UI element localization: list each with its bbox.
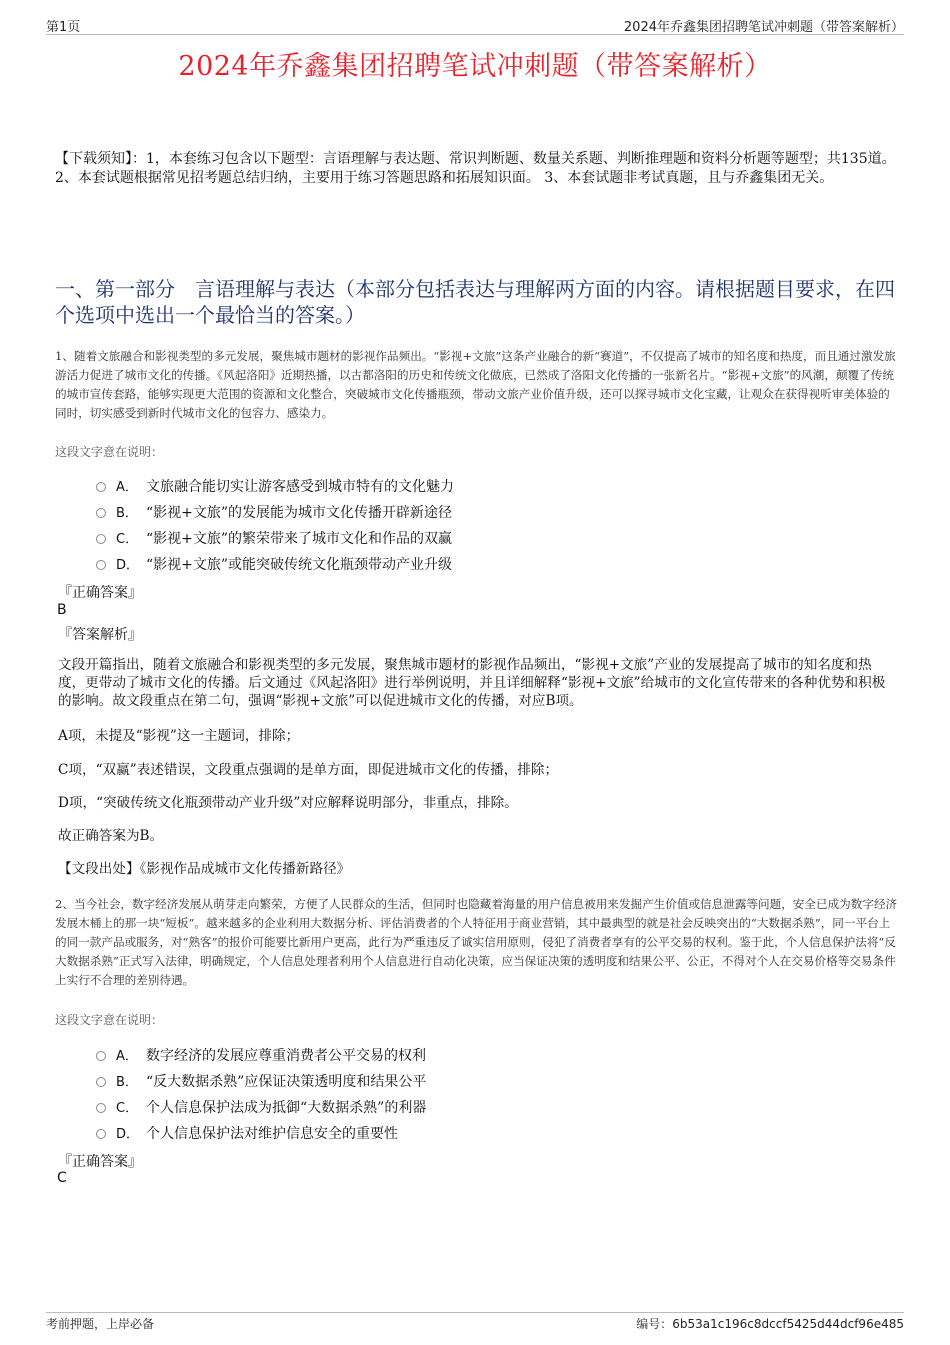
question-2-prompt: 这段文字意在说明： [55, 1013, 164, 1027]
analysis-option-c: C项，“双赢”表述错误，文段重点强调的是单方面，即促进城市文化的传播，排除； [58, 762, 559, 778]
question-2-stem: 2、当今社会，数字经济发展从萌芽走向繁荣，方便了人民群众的生活，但同时也隐藏着海量的用户信息被用来发掘产生价值或信息泄露等问题，安全已成为数字经济发展木桶上的那一块“短板”。越来越多的企业利用大数据分析、评估消费者的个人特征用于商业营销，其中最典型的就是社会反映突出的“大数据杀熟”，同一平台上的同一款产品或服务，对“熟客”的报价可能要比新用户更高，此行为严重违反了诚实信用原则，侵犯了消费者享有的公平交易的权利。鉴于此，个人信息保护法将“反大数据杀熟”正式写入法律，明确规定，个人信息处理者利用个人信息进行自动化决策，应当保证决策的透明度和结果公平、公正，不得对个人在交易价格等交易条件上实行不合理的差别待遇。 [55, 897, 898, 987]
footer-serial: 编号：6b53a1c196c8dccf5425d44dcf96e485 [636, 1317, 904, 1331]
option-d[interactable]: D． 个人信息保护法对维护信息安全的重要性 [96, 1121, 876, 1147]
radio-icon[interactable] [96, 1103, 106, 1113]
option-c[interactable]: C． “影视+文旅”的繁荣带来了城市文化和作品的双赢 [96, 526, 876, 552]
analysis-paragraph: 文段开篇指出，随着文旅融合和影视类型的多元发展，聚焦城市题材的影视作品频出，“影视+文旅”产业的发展提高了城市的知名度和热度，更带动了城市文化的传播。后文通过《风起洛阳》进行举例说明，并且详细解释“影视+文旅”给城市的文化宣传带来的各种优势和积极的影响。故文段重点在第二句，强调“影视+文旅”可以促进城市文化的传播，对应B项。 [58, 657, 886, 709]
passage-source: 【文段出处】《影视作品成城市文化传播新路径》 [58, 861, 351, 877]
option-c[interactable]: C． 个人信息保护法成为抵御“大数据杀熟”的利器 [96, 1095, 876, 1121]
page-footer [46, 1312, 904, 1331]
radio-icon[interactable] [96, 1129, 106, 1139]
page-title: 2024年乔鑫集团招聘笔试冲刺题（带答案解析） [178, 51, 772, 82]
option-b[interactable]: B． “反大数据杀熟”应保证决策透明度和结果公平 [96, 1069, 876, 1095]
answer-label: 『正确答案』 [58, 585, 142, 601]
analysis-label: 『答案解析』 [58, 627, 142, 643]
radio-icon[interactable] [96, 1077, 106, 1087]
radio-icon[interactable] [96, 534, 106, 544]
question-1-stem: 1、随着文旅融合和影视类型的多元发展，聚焦城市题材的影视作品频出。“影视+文旅”这条产业融合的新“赛道”，不仅提高了城市的知名度和热度，而且通过激发旅游活力促进了城市文化的传播。《风起洛阳》近期热播，以古都洛阳的历史和传统文化做底，已然成了洛阳文化传播的一张新名片。“影视+文旅”的风潮，颠覆了传统的城市宣传套路，能够实现更大范围的资源和文化整合，突破城市文化传播瓶颈，带动文旅产业价值升级，还可以探寻城市文化宝藏，让观众在获得视听审美体验的同时，切实感受到新时代城市文化的包容力、感染力。 [55, 349, 896, 420]
page-header [46, 14, 904, 35]
question-1-options [96, 474, 876, 578]
section-heading: 一、第一部分 言语理解与表达（本部分包括表达与理解两方面的内容。请根据题目要求，在四个选项中选出一个最恰当的答案。） [55, 277, 895, 327]
page-number: 第1页 [46, 20, 81, 35]
option-d[interactable]: D． “影视+文旅”或能突破传统文化瓶颈带动产业升级 [96, 552, 876, 578]
download-notice: 【下载须知】：1，本套练习包含以下题型：言语理解与表达题、常识判断题、数量关系题、判断推理题和资料分析题等题型；共135道。 2、本套试题根据常见招考题总结归纳，主要用于练习答题思路和拓展知识面。 3、本套试题非考试真题，且与乔鑫集团无关。 [55, 151, 896, 186]
analysis-option-d: D项，“突破传统文化瓶颈带动产业升级”对应解释说明部分，非重点，排除。 [58, 795, 518, 811]
answer-value: B [57, 602, 67, 618]
option-a[interactable]: A． 文旅融合能切实让游客感受到城市特有的文化魅力 [96, 474, 876, 500]
header-doc-title: 2024年乔鑫集团招聘笔试冲刺题（带答案解析） [623, 20, 904, 35]
analysis-conclusion: 故正确答案为B。 [58, 828, 164, 844]
option-b[interactable]: B． “影视+文旅”的发展能为城市文化传播开辟新途径 [96, 500, 876, 526]
radio-icon[interactable] [96, 482, 106, 492]
answer-value: C [57, 1170, 67, 1186]
radio-icon[interactable] [96, 508, 106, 518]
footer-slogan: 考前押题，上岸必备 [46, 1317, 155, 1331]
answer-label: 『正确答案』 [58, 1154, 142, 1170]
question-1-prompt: 这段文字意在说明： [55, 445, 164, 459]
option-a[interactable]: A． 数字经济的发展应尊重消费者公平交易的权利 [96, 1043, 876, 1069]
analysis-option-a: A项，未提及“影视”这一主题词，排除； [58, 728, 300, 744]
radio-icon[interactable] [96, 560, 106, 570]
question-2-options [96, 1043, 876, 1147]
radio-icon[interactable] [96, 1051, 106, 1061]
